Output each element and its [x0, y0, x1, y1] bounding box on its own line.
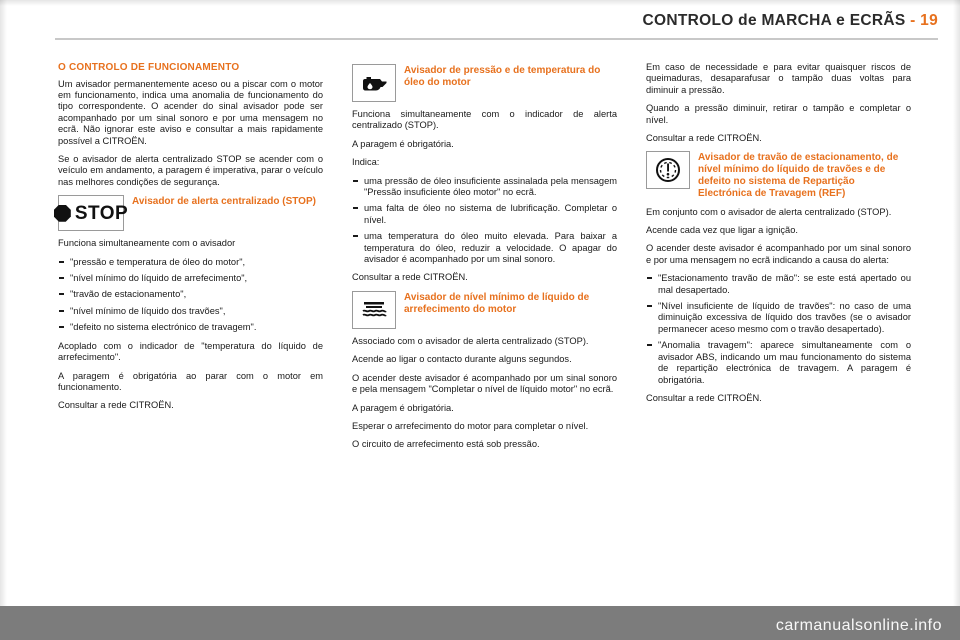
header-divider	[55, 38, 938, 40]
paragraph: O acender deste avisador é acompanhado por um sinal sonoro e pela mensagem "Completar o nível de líquido motor" no ecrã.	[352, 372, 617, 395]
brake-warning-block	[646, 151, 911, 199]
list-item: "Estacionamento travão de mão": se este está apertado ou mal desapertado.	[646, 273, 911, 296]
paragraph: Consultar a rede CITROËN.	[646, 133, 762, 144]
list-item: "defeito no sistema electrónico de travagem".	[58, 322, 323, 333]
column-left	[58, 62, 323, 419]
stop-warning-heading: Avisador de alerta centralizado (STOP)	[132, 196, 316, 208]
paragraph: Um avisador permanentemente aceso ou a piscar com o motor em funcionamento, indica uma anomalia de funcionamento do tipo correspondente. O acender do sinal avisador pode ser acompanhado por um sinal sonoro e por uma mensagem no ecrã. Não ignorar este aviso e consultar a mais rapidamente possível a CITROËN.	[58, 78, 323, 146]
parking-brake-icon	[646, 151, 690, 189]
column-right	[646, 62, 911, 411]
paragraph: Consultar a rede CITROËN.	[58, 400, 174, 411]
oil-can-glyph	[359, 72, 389, 94]
list-item: "travão de estacionamento",	[58, 289, 323, 300]
list-item: uma pressão de óleo insuficiente assinalada pela mensagem "Pressão insuficiente óleo motor" no ecrã.	[352, 176, 617, 199]
page-shadow-left	[0, 0, 7, 606]
page-number: 19	[920, 12, 938, 29]
paragraph: Esperar o arrefecimento do motor para completar o nível.	[352, 420, 589, 431]
page-shadow-top	[0, 0, 960, 6]
oil-can-icon	[352, 64, 396, 102]
stop-warning-list	[58, 257, 323, 334]
coolant-warning-block	[352, 291, 617, 329]
coolant-warning-heading: Avisador de nível mínimo de líquido de arrefecimento do motor	[404, 291, 590, 315]
paragraph: Em caso de necessidade e para evitar quaisquer riscos de queimaduras, desaparafusar o tampão duas voltas para diminuir a pressão.	[646, 62, 911, 95]
stop-label: STOP	[74, 202, 129, 224]
site-watermark: carmanualsonline.info	[775, 617, 942, 634]
paragraph: Indica:	[352, 157, 380, 168]
paragraph: Funciona simultaneamente com o indicador de alerta centralizado (STOP).	[352, 109, 617, 131]
list-item: "Anomalia travagem": aparece simultaneamente com o avisador ABS, indicando um mau funcionamento do sistema de repartição electrónica de travagem. A paragem é obrigatória.	[646, 340, 911, 386]
list-item: "nível mínimo de líquido dos travões",	[58, 306, 323, 317]
section-title-operation-check: O CONTROLO DE FUNCIONAMENTO	[58, 62, 240, 73]
page-title	[642, 12, 938, 30]
column-middle	[352, 62, 617, 458]
octagon-shape-icon	[54, 205, 71, 222]
list-item: uma falta de óleo no sistema de lubrificação. Completar o nível.	[352, 203, 617, 226]
page-shadow-right	[953, 0, 960, 606]
stop-warning-block	[58, 195, 323, 231]
paragraph: Quando a pressão diminuir, retirar o tampão e completar o nível.	[646, 103, 911, 125]
footer-bar	[0, 606, 960, 640]
brake-warning-list	[646, 273, 911, 386]
list-item: "pressão e temperatura de óleo do motor",	[58, 257, 323, 268]
paragraph: Se o avisador de alerta centralizado STOP se acender com o veículo em andamento, a paragem é imperativa, parar o veículo nas melhores condições de segurança.	[58, 154, 323, 187]
list-item: uma temperatura do óleo muito elevada. Para baixar a temperatura do óleo, reduzir a velocidade. O apagar do avisador é acompanhado por um sinal sonoro.	[352, 231, 617, 265]
brake-warning-heading: Avisador de travão de estacionamento, de nível mínimo do líquido de travões e de defeito no sistema de Repartição Electrónica de Travagem (REF)	[698, 152, 899, 199]
paragraph: O acender deste avisador é acompanhado por um sinal sonoro e por uma mensagem no ecrã indicando a causa do alerta:	[646, 243, 911, 265]
list-item: "nível mínimo do líquido de arrefecimento",	[58, 273, 323, 284]
paragraph: Acende ao ligar o contacto durante alguns segundos.	[352, 354, 572, 365]
stop-warning-icon	[58, 195, 129, 231]
paragraph: Consultar a rede CITROËN.	[352, 272, 468, 283]
paragraph: A paragem é obrigatória ao parar com o motor em funcionamento.	[58, 370, 323, 392]
paragraph: Acende cada vez que ligar a ignição.	[646, 225, 798, 236]
coolant-level-icon	[352, 291, 396, 329]
paragraph: Funciona simultaneamente com o avisador	[58, 238, 236, 249]
paragraph: A paragem é obrigatória.	[352, 402, 454, 413]
paragraph: Associado com o avisador de alerta centralizado (STOP).	[352, 335, 589, 346]
list-item: "Nível insuficiente de líquido de travões": no caso de uma diminuição excessiva de líquido dos travões (se o avisador permanecer aceso mesmo com o travão desapertado).	[646, 301, 911, 335]
paragraph: Consultar a rede CITROËN.	[646, 392, 762, 403]
page-title-sep: -	[905, 12, 921, 29]
oil-warning-block	[352, 64, 617, 102]
paragraph: Em conjunto com o avisador de alerta centralizado (STOP).	[646, 206, 892, 217]
oil-warning-list	[352, 176, 617, 266]
page-title-text: CONTROLO de MARCHA e ECRÃS	[642, 12, 906, 29]
paragraph: A paragem é obrigatória.	[352, 138, 454, 149]
paragraph: O circuito de arrefecimento está sob pressão.	[352, 439, 540, 450]
coolant-level-glyph	[359, 298, 389, 322]
paragraph: Acoplado com o indicador de "temperatura do líquido de arrefecimento".	[58, 340, 323, 363]
oil-warning-heading: Avisador de pressão e de temperatura do óleo do motor	[404, 65, 601, 88]
page-header	[0, 0, 960, 40]
parking-brake-glyph	[654, 156, 682, 184]
